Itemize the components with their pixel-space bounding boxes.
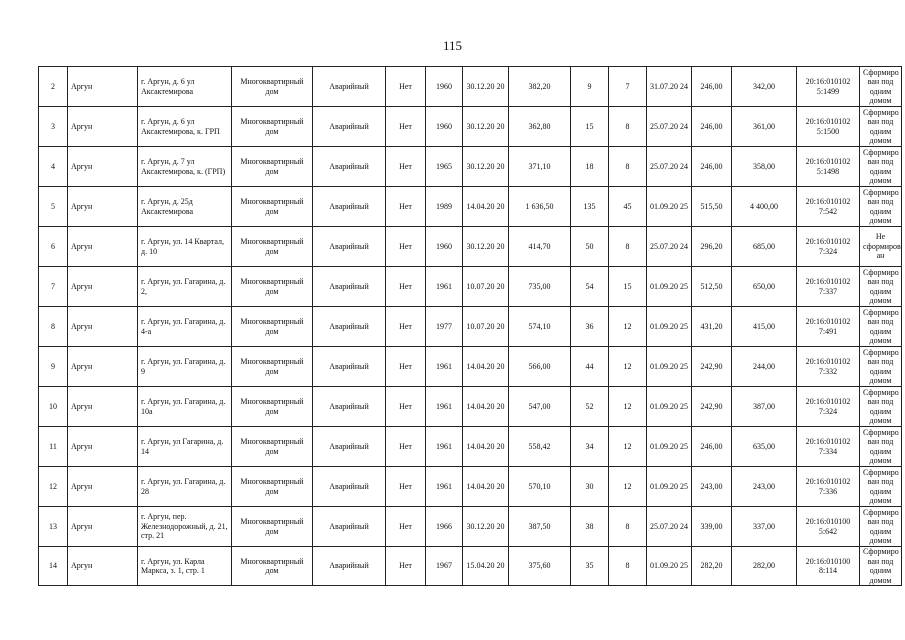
apartments-count-cell: 8 [609, 147, 647, 187]
recognition-date-cell: 14.04.20 20 [463, 467, 509, 507]
land-area-cell: 685,00 [732, 227, 797, 267]
flag-cell: Нет [386, 147, 426, 187]
recognition-date-cell: 14.04.20 20 [463, 347, 509, 387]
year-cell: 1960 [426, 227, 463, 267]
city-cell: Аргун [68, 507, 138, 547]
total-area-cell: 387,50 [509, 507, 571, 547]
row-number-cell: 14 [39, 547, 68, 586]
total-area-cell: 371,10 [509, 147, 571, 187]
year-cell: 1989 [426, 187, 463, 227]
recognition-date-cell: 15.04.20 20 [463, 547, 509, 586]
year-cell: 1967 [426, 547, 463, 586]
land-status-cell: Сформиро ван под одним домом [860, 507, 902, 547]
page-number: 115 [442, 38, 463, 53]
recognition-date-cell: 14.04.20 20 [463, 387, 509, 427]
recognition-date-cell: 30.12.20 20 [463, 67, 509, 107]
year-cell: 1966 [426, 507, 463, 547]
land-status-cell: Сформиро ван под одним домом [860, 467, 902, 507]
table-row [39, 467, 902, 507]
flag-cell: Нет [386, 107, 426, 147]
resettlement-date-cell: 01.09.20 25 [647, 427, 692, 467]
flag-cell: Нет [386, 427, 426, 467]
city-cell: Аргун [68, 67, 138, 107]
flag-cell: Нет [386, 267, 426, 307]
apartments-count-cell: 12 [609, 347, 647, 387]
flag-cell: Нет [386, 507, 426, 547]
resettlement-date-cell: 31.07.20 24 [647, 67, 692, 107]
flag-cell: Нет [386, 547, 426, 586]
row-number-cell: 7 [39, 267, 68, 307]
year-cell: 1961 [426, 267, 463, 307]
flag-cell: Нет [386, 187, 426, 227]
residents-count-cell: 9 [571, 67, 609, 107]
total-area-cell: 414,70 [509, 227, 571, 267]
residents-count-cell: 34 [571, 427, 609, 467]
resettlement-date-cell: 01.09.20 25 [647, 307, 692, 347]
apartments-count-cell: 8 [609, 107, 647, 147]
area-cell: 246,00 [692, 107, 732, 147]
flag-cell: Нет [386, 67, 426, 107]
condition-cell: Аварийный [313, 267, 386, 307]
row-number-cell: 6 [39, 227, 68, 267]
total-area-cell: 574,10 [509, 307, 571, 347]
residents-count-cell: 44 [571, 347, 609, 387]
land-area-cell: 361,00 [732, 107, 797, 147]
table-row [39, 67, 902, 107]
resettlement-date-cell: 01.09.20 25 [647, 267, 692, 307]
land-status-cell: Сформиро ван под одним домом [860, 547, 902, 586]
city-cell: Аргун [68, 107, 138, 147]
city-cell: Аргун [68, 147, 138, 187]
cadastral-number-cell: 20:16:010102 7:334 [797, 427, 860, 467]
apartments-count-cell: 8 [609, 547, 647, 586]
cadastral-number-cell: 20:16:010102 7:491 [797, 307, 860, 347]
condition-cell: Аварийный [313, 147, 386, 187]
condition-cell: Аварийный [313, 227, 386, 267]
table-row [39, 147, 902, 187]
year-cell: 1961 [426, 347, 463, 387]
condition-cell: Аварийный [313, 467, 386, 507]
building-type-cell: Многоквартирный дом [232, 347, 313, 387]
address-cell: г. Аргун, д. 7 ул Аксактемирова, к. (ГРП) [138, 147, 232, 187]
flag-cell: Нет [386, 347, 426, 387]
condition-cell: Аварийный [313, 387, 386, 427]
resettlement-date-cell: 01.09.20 25 [647, 547, 692, 586]
address-cell: г. Аргун, ул Гагарина, д. 14 [138, 427, 232, 467]
city-cell: Аргун [68, 267, 138, 307]
total-area-cell: 558,42 [509, 427, 571, 467]
year-cell: 1960 [426, 107, 463, 147]
resettlement-date-cell: 25.07.20 24 [647, 227, 692, 267]
land-status-cell: Сформиро ван под одним домом [860, 347, 902, 387]
address-cell: г. Аргун, ул. Гагарина, д. 10а [138, 387, 232, 427]
land-area-cell: 650,00 [732, 267, 797, 307]
residents-count-cell: 35 [571, 547, 609, 586]
area-cell: 242,90 [692, 347, 732, 387]
city-cell: Аргун [68, 387, 138, 427]
area-cell: 242,90 [692, 387, 732, 427]
building-type-cell: Многоквартирный дом [232, 547, 313, 586]
apartments-count-cell: 8 [609, 227, 647, 267]
table-row [39, 227, 902, 267]
land-area-cell: 282,00 [732, 547, 797, 586]
cadastral-number-cell: 20:16:010100 5:642 [797, 507, 860, 547]
residents-count-cell: 38 [571, 507, 609, 547]
land-area-cell: 358,00 [732, 147, 797, 187]
year-cell: 1977 [426, 307, 463, 347]
land-status-cell: Сформиро ван под одним домом [860, 267, 902, 307]
building-type-cell: Многоквартирный дом [232, 267, 313, 307]
land-status-cell: Сформиро ван под одним домом [860, 387, 902, 427]
cadastral-number-cell: 20:16:010102 7:336 [797, 467, 860, 507]
address-cell: г. Аргун, пер. Железнодорожный, д. 21, стр. 21 [138, 507, 232, 547]
city-cell: Аргун [68, 187, 138, 227]
residents-count-cell: 50 [571, 227, 609, 267]
area-cell: 282,20 [692, 547, 732, 586]
total-area-cell: 375,60 [509, 547, 571, 586]
apartments-count-cell: 12 [609, 467, 647, 507]
condition-cell: Аварийный [313, 547, 386, 586]
row-number-cell: 4 [39, 147, 68, 187]
resettlement-date-cell: 01.09.20 25 [647, 347, 692, 387]
city-cell: Аргун [68, 467, 138, 507]
cadastral-number-cell: 20:16:010102 7:337 [797, 267, 860, 307]
flag-cell: Нет [386, 467, 426, 507]
condition-cell: Аварийный [313, 427, 386, 467]
apartments-count-cell: 7 [609, 67, 647, 107]
land-area-cell: 387,00 [732, 387, 797, 427]
apartments-count-cell: 12 [609, 307, 647, 347]
total-area-cell: 735,00 [509, 267, 571, 307]
area-cell: 339,00 [692, 507, 732, 547]
area-cell: 431,20 [692, 307, 732, 347]
land-area-cell: 635,00 [732, 427, 797, 467]
land-status-cell: Сформиро ван под одним домом [860, 107, 902, 147]
residents-count-cell: 30 [571, 467, 609, 507]
recognition-date-cell: 10.07.20 20 [463, 267, 509, 307]
resettlement-date-cell: 01.09.20 25 [647, 187, 692, 227]
recognition-date-cell: 14.04.20 20 [463, 187, 509, 227]
address-cell: г. Аргун, д. 6 ул Аксактемирова [138, 67, 232, 107]
table-row [39, 307, 902, 347]
cadastral-number-cell: 20:16:010102 5:1498 [797, 147, 860, 187]
address-cell: г. Аргун, ул. 14 Квартал, д. 10 [138, 227, 232, 267]
row-number-cell: 2 [39, 67, 68, 107]
land-area-cell: 415,00 [732, 307, 797, 347]
condition-cell: Аварийный [313, 187, 386, 227]
table-row [39, 187, 902, 227]
land-area-cell: 342,00 [732, 67, 797, 107]
resettlement-date-cell: 25.07.20 24 [647, 107, 692, 147]
total-area-cell: 566,00 [509, 347, 571, 387]
building-type-cell: Многоквартирный дом [232, 67, 313, 107]
land-area-cell: 337,00 [732, 507, 797, 547]
cadastral-number-cell: 20:16:010102 7:324 [797, 387, 860, 427]
row-number-cell: 10 [39, 387, 68, 427]
area-cell: 512,50 [692, 267, 732, 307]
year-cell: 1960 [426, 67, 463, 107]
building-type-cell: Многоквартирный дом [232, 467, 313, 507]
building-type-cell: Многоквартирный дом [232, 187, 313, 227]
resettlement-date-cell: 01.09.20 25 [647, 387, 692, 427]
land-status-cell: Сформиро ван под одним домом [860, 427, 902, 467]
address-cell: г. Аргун, д. 25д Аксактемирова [138, 187, 232, 227]
city-cell: Аргун [68, 547, 138, 586]
row-number-cell: 9 [39, 347, 68, 387]
apartments-count-cell: 45 [609, 187, 647, 227]
area-cell: 515,50 [692, 187, 732, 227]
year-cell: 1961 [426, 427, 463, 467]
building-type-cell: Многоквартирный дом [232, 147, 313, 187]
cadastral-number-cell: 20:16:010102 5:1500 [797, 107, 860, 147]
building-type-cell: Многоквартирный дом [232, 507, 313, 547]
table-row [39, 387, 902, 427]
residents-count-cell: 36 [571, 307, 609, 347]
row-number-cell: 3 [39, 107, 68, 147]
resettlement-date-cell: 25.07.20 24 [647, 507, 692, 547]
building-type-cell: Многоквартирный дом [232, 307, 313, 347]
resettlement-date-cell: 25.07.20 24 [647, 147, 692, 187]
row-number-cell: 12 [39, 467, 68, 507]
residents-count-cell: 15 [571, 107, 609, 147]
land-area-cell: 244,00 [732, 347, 797, 387]
city-cell: Аргун [68, 427, 138, 467]
land-status-cell: Сформиро ван под одним домом [860, 187, 902, 227]
table-row [39, 427, 902, 467]
cadastral-number-cell: 20:16:010102 7:324 [797, 227, 860, 267]
building-type-cell: Многоквартирный дом [232, 227, 313, 267]
table-row [39, 267, 902, 307]
recognition-date-cell: 30.12.20 20 [463, 507, 509, 547]
land-area-cell: 243,00 [732, 467, 797, 507]
condition-cell: Аварийный [313, 307, 386, 347]
address-cell: г. Аргун, ул. Гагарина, д. 2, [138, 267, 232, 307]
row-number-cell: 11 [39, 427, 68, 467]
table-row [39, 507, 902, 547]
resettlement-date-cell: 01.09.20 25 [647, 467, 692, 507]
area-cell: 246,00 [692, 67, 732, 107]
apartments-count-cell: 12 [609, 427, 647, 467]
table-row [39, 347, 902, 387]
land-area-cell: 4 400,00 [732, 187, 797, 227]
city-cell: Аргун [68, 227, 138, 267]
city-cell: Аргун [68, 347, 138, 387]
address-cell: г. Аргун, ул. Гагарина, д. 4-а [138, 307, 232, 347]
city-cell: Аргун [68, 307, 138, 347]
row-number-cell: 13 [39, 507, 68, 547]
table-row [39, 107, 902, 147]
table-row [39, 547, 902, 586]
year-cell: 1965 [426, 147, 463, 187]
land-status-cell: Сформиро ван под одним домом [860, 147, 902, 187]
area-cell: 296,20 [692, 227, 732, 267]
land-status-cell: Сформиро ван под одним домом [860, 307, 902, 347]
total-area-cell: 570,10 [509, 467, 571, 507]
apartments-count-cell: 12 [609, 387, 647, 427]
flag-cell: Нет [386, 307, 426, 347]
total-area-cell: 382,20 [509, 67, 571, 107]
area-cell: 246,00 [692, 427, 732, 467]
land-status-cell: Сформиро ван под одним домом [860, 67, 902, 107]
total-area-cell: 1 636,50 [509, 187, 571, 227]
address-cell: г. Аргун, ул. Гагарина, д. 9 [138, 347, 232, 387]
address-cell: г. Аргун, ул. Гагарина, д. 28 [138, 467, 232, 507]
year-cell: 1961 [426, 467, 463, 507]
cadastral-number-cell: 20:16:010100 8:114 [797, 547, 860, 586]
apartments-count-cell: 15 [609, 267, 647, 307]
row-number-cell: 5 [39, 187, 68, 227]
apartments-count-cell: 8 [609, 507, 647, 547]
recognition-date-cell: 10.07.20 20 [463, 307, 509, 347]
total-area-cell: 362,80 [509, 107, 571, 147]
recognition-date-cell: 30.12.20 20 [463, 147, 509, 187]
recognition-date-cell: 30.12.20 20 [463, 227, 509, 267]
recognition-date-cell: 30.12.20 20 [463, 107, 509, 147]
residents-count-cell: 135 [571, 187, 609, 227]
address-cell: г. Аргун, д. 6 ул Аксактемирова, к. ГРП [138, 107, 232, 147]
condition-cell: Аварийный [313, 67, 386, 107]
residents-count-cell: 52 [571, 387, 609, 427]
building-type-cell: Многоквартирный дом [232, 107, 313, 147]
flag-cell: Нет [386, 387, 426, 427]
cadastral-number-cell: 20:16:010102 5:1499 [797, 67, 860, 107]
area-cell: 243,00 [692, 467, 732, 507]
residents-count-cell: 18 [571, 147, 609, 187]
condition-cell: Аварийный [313, 507, 386, 547]
cadastral-number-cell: 20:16:010102 7:332 [797, 347, 860, 387]
residents-count-cell: 54 [571, 267, 609, 307]
condition-cell: Аварийный [313, 107, 386, 147]
housing-registry-table [38, 66, 902, 586]
address-cell: г. Аргун, ул. Карла Маркса, з. 1, стр. 1 [138, 547, 232, 586]
recognition-date-cell: 14.04.20 20 [463, 427, 509, 467]
flag-cell: Нет [386, 227, 426, 267]
row-number-cell: 8 [39, 307, 68, 347]
cadastral-number-cell: 20:16:010102 7:542 [797, 187, 860, 227]
total-area-cell: 547,00 [509, 387, 571, 427]
area-cell: 246,00 [692, 147, 732, 187]
building-type-cell: Многоквартирный дом [232, 427, 313, 467]
building-type-cell: Многоквартирный дом [232, 387, 313, 427]
condition-cell: Аварийный [313, 347, 386, 387]
year-cell: 1961 [426, 387, 463, 427]
land-status-cell: Не сформиров ан [860, 227, 902, 267]
